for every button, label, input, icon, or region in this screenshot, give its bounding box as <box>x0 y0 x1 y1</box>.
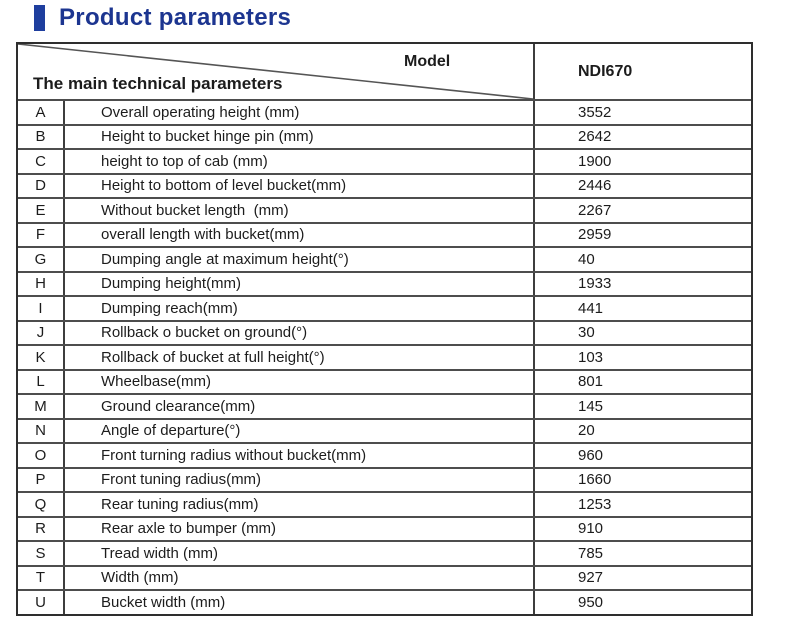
row-value: 2267 <box>533 199 751 222</box>
row-value: 1900 <box>533 150 751 173</box>
row-parameter: Tread width (mm) <box>63 542 533 565</box>
row-value: 2642 <box>533 126 751 149</box>
row-key: I <box>38 299 43 317</box>
page-title: Product parameters <box>59 4 292 31</box>
row-key: K <box>35 348 46 366</box>
row-parameter: Rear axle to bumper (mm) <box>63 518 533 541</box>
row-parameter: Bucket width (mm) <box>63 591 533 614</box>
table-header-row <box>18 44 751 99</box>
row-value: 40 <box>533 248 751 271</box>
row-parameter: Wheelbase(mm) <box>63 371 533 394</box>
table-row <box>18 344 751 369</box>
row-key: G <box>34 250 47 268</box>
row-key: H <box>35 275 46 293</box>
table-row <box>18 589 751 614</box>
row-key: C <box>35 152 46 170</box>
table-row <box>18 442 751 467</box>
row-value: 2959 <box>533 224 751 247</box>
row-key: D <box>35 177 46 195</box>
table-row <box>18 271 751 296</box>
row-key: F <box>35 226 46 244</box>
row-parameter: Dumping angle at maximum height(°) <box>63 248 533 271</box>
table-row <box>18 418 751 443</box>
row-key: U <box>35 593 46 611</box>
table-body <box>18 99 751 614</box>
table-row <box>18 540 751 565</box>
row-parameter: Overall operating height (mm) <box>63 101 533 124</box>
row-value: 1660 <box>533 469 751 492</box>
table-row <box>18 222 751 247</box>
row-value: 30 <box>533 322 751 345</box>
table-row <box>18 320 751 345</box>
title-accent-bar <box>34 5 45 31</box>
row-key: O <box>34 446 47 464</box>
row-parameter: Angle of departure(°) <box>63 420 533 443</box>
model-header-label: Model <box>404 53 451 70</box>
table-row <box>18 467 751 492</box>
row-parameter: height to top of cab (mm) <box>63 150 533 173</box>
row-value: 785 <box>533 542 751 565</box>
parameters-table <box>16 42 753 616</box>
table-row <box>18 491 751 516</box>
row-value: 927 <box>533 567 751 590</box>
table-row <box>18 246 751 271</box>
row-key: J <box>36 324 45 342</box>
table-row <box>18 516 751 541</box>
model-column-header <box>533 44 751 99</box>
row-parameter: Height to bucket hinge pin (mm) <box>63 126 533 149</box>
table-row <box>18 369 751 394</box>
row-value: 103 <box>533 346 751 369</box>
table-row <box>18 148 751 173</box>
row-parameter: Dumping height(mm) <box>63 273 533 296</box>
row-parameter: Dumping reach(mm) <box>63 297 533 320</box>
row-parameter: Front tuning radius(mm) <box>63 469 533 492</box>
page-header <box>34 4 291 32</box>
row-key: L <box>36 373 45 391</box>
model-value-label: NDI670 <box>578 62 633 80</box>
row-parameter: Rear tuning radius(mm) <box>63 493 533 516</box>
table-row <box>18 124 751 149</box>
row-parameter: Front turning radius without bucket(mm) <box>63 444 533 467</box>
row-key: N <box>35 422 46 440</box>
row-parameter: Height to bottom of level bucket(mm) <box>63 175 533 198</box>
row-parameter: Rollback of bucket at full height(°) <box>63 346 533 369</box>
row-key: T <box>35 569 46 587</box>
row-value: 801 <box>533 371 751 394</box>
table-row <box>18 565 751 590</box>
row-key: A <box>35 103 46 121</box>
row-key: R <box>35 520 46 538</box>
row-value: 960 <box>533 444 751 467</box>
table-row <box>18 173 751 198</box>
row-value: 910 <box>533 518 751 541</box>
table-row <box>18 197 751 222</box>
row-parameter: Ground clearance(mm) <box>63 395 533 418</box>
row-value: 1253 <box>533 493 751 516</box>
row-parameter: Without bucket length (mm) <box>63 199 533 222</box>
row-value: 20 <box>533 420 751 443</box>
row-key: Q <box>34 495 47 513</box>
row-key: B <box>35 128 46 146</box>
row-value: 441 <box>533 297 751 320</box>
row-key: M <box>34 397 47 415</box>
row-value: 145 <box>533 395 751 418</box>
table-row <box>18 99 751 124</box>
table-row <box>18 295 751 320</box>
main-parameters-header-label: The main technical parameters <box>33 74 283 93</box>
table-row <box>18 393 751 418</box>
diagonal-header-cell <box>18 44 533 99</box>
row-parameter: Rollback o bucket on ground(°) <box>63 322 533 345</box>
row-key: P <box>35 471 46 489</box>
row-value: 3552 <box>533 101 751 124</box>
row-value: 950 <box>533 591 751 614</box>
row-key: E <box>35 201 46 219</box>
row-value: 2446 <box>533 175 751 198</box>
row-parameter: overall length with bucket(mm) <box>63 224 533 247</box>
row-parameter: Width (mm) <box>63 567 533 590</box>
row-key: S <box>35 544 46 562</box>
row-value: 1933 <box>533 273 751 296</box>
